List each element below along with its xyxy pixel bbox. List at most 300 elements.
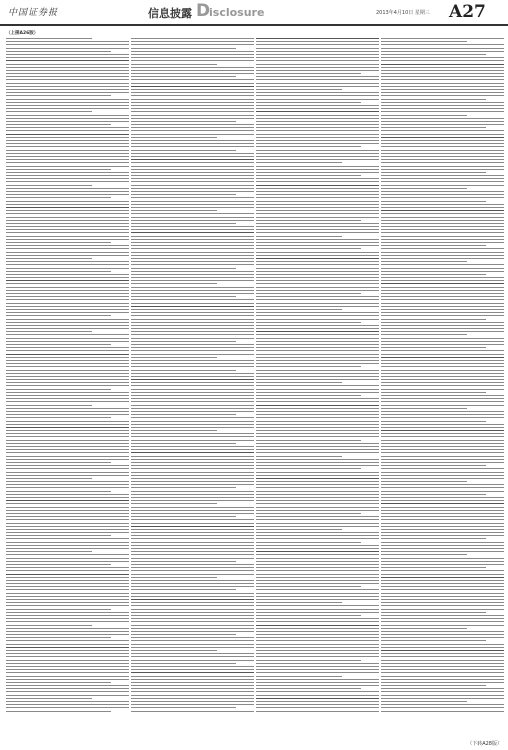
text-line — [381, 67, 504, 68]
text-line — [381, 44, 504, 45]
text-line — [6, 105, 129, 106]
text-line — [381, 223, 504, 224]
text-line — [6, 507, 129, 508]
text-line — [381, 682, 504, 683]
text-line — [131, 354, 254, 355]
text-line — [256, 204, 379, 205]
column-2-text — [131, 38, 254, 736]
text-line — [6, 554, 129, 555]
text-line — [131, 105, 254, 106]
text-line — [381, 197, 504, 198]
text-line — [131, 325, 254, 326]
text-line — [256, 347, 379, 348]
text-line — [131, 487, 236, 488]
text-line — [256, 478, 379, 479]
text-line — [256, 513, 361, 514]
text-line — [131, 134, 254, 135]
text-line — [6, 51, 111, 52]
text-line — [131, 220, 254, 221]
text-line — [6, 411, 129, 412]
text-line — [256, 124, 379, 125]
text-line — [256, 373, 379, 374]
text-line — [131, 660, 254, 661]
text-line — [131, 567, 254, 568]
text-line — [256, 500, 379, 501]
text-line — [6, 631, 129, 632]
text-line — [256, 319, 379, 320]
text-line — [6, 535, 111, 536]
text-line — [256, 462, 379, 463]
text-line — [381, 701, 467, 702]
text-line — [131, 679, 254, 680]
text-line — [381, 366, 504, 367]
text-line — [131, 637, 254, 638]
text-line — [131, 523, 254, 524]
text-line — [6, 503, 129, 504]
text-line — [6, 347, 129, 348]
text-line — [131, 181, 254, 182]
text-line — [256, 472, 379, 473]
text-line — [6, 586, 129, 587]
text-line — [131, 370, 236, 371]
text-line — [381, 545, 504, 546]
text-line — [6, 656, 129, 657]
text-line — [6, 296, 129, 297]
text-line — [256, 609, 379, 610]
text-line — [6, 252, 129, 253]
text-line — [381, 478, 504, 479]
text-line — [256, 150, 379, 151]
text-line — [131, 83, 254, 84]
masthead — [0, 0, 508, 26]
text-line — [256, 137, 379, 138]
text-line — [256, 491, 379, 492]
text-line — [381, 519, 504, 520]
text-line — [256, 443, 379, 444]
text-line — [381, 395, 504, 396]
text-line — [131, 532, 254, 533]
text-line — [131, 411, 254, 412]
text-line — [131, 153, 254, 154]
text-line — [6, 605, 129, 606]
text-line — [256, 306, 379, 307]
text-line — [6, 392, 129, 393]
text-line — [256, 143, 379, 144]
text-line — [131, 392, 254, 393]
text-line — [256, 631, 379, 632]
text-line — [256, 99, 379, 100]
text-line — [131, 143, 254, 144]
text-line — [6, 118, 129, 119]
text-line — [381, 280, 504, 281]
text-line — [131, 287, 254, 288]
text-line — [131, 500, 254, 501]
text-line — [6, 223, 129, 224]
text-line — [256, 341, 379, 342]
text-line — [256, 615, 361, 616]
text-line — [381, 376, 504, 377]
text-line — [256, 172, 379, 173]
text-line — [131, 462, 254, 463]
text-line — [256, 487, 379, 488]
text-line — [381, 54, 486, 55]
text-line — [381, 325, 504, 326]
section-title-english: isclosure — [209, 6, 265, 19]
text-line — [6, 261, 129, 262]
text-line — [381, 516, 504, 517]
text-line — [256, 130, 379, 131]
text-line — [381, 89, 504, 90]
text-line — [381, 698, 504, 699]
column-1-text — [6, 38, 129, 736]
text-line — [381, 115, 467, 116]
text-line — [131, 309, 254, 310]
text-line — [381, 213, 504, 214]
text-line — [256, 618, 379, 619]
text-line — [381, 417, 504, 418]
text-line — [6, 481, 129, 482]
text-line — [256, 338, 379, 339]
text-line — [256, 691, 379, 692]
text-line — [381, 70, 504, 71]
text-line — [6, 172, 129, 173]
text-line — [381, 558, 504, 559]
text-line — [131, 596, 254, 597]
text-line — [131, 605, 254, 606]
text-line — [256, 105, 379, 106]
text-line — [6, 290, 129, 291]
text-line — [256, 127, 379, 128]
text-line — [381, 105, 504, 106]
text-line — [256, 48, 379, 49]
text-line — [381, 232, 504, 233]
text-line — [256, 679, 379, 680]
text-line — [6, 306, 129, 307]
text-line — [381, 609, 504, 610]
text-line — [256, 640, 379, 641]
text-line — [131, 519, 254, 520]
text-line — [131, 236, 254, 237]
text-line — [256, 663, 379, 664]
text-line — [256, 86, 379, 87]
text-line — [131, 188, 254, 189]
text-line — [256, 79, 379, 80]
text-line — [381, 83, 504, 84]
text-line — [381, 605, 504, 606]
text-line — [256, 70, 379, 71]
text-line — [131, 296, 236, 297]
text-line — [131, 484, 254, 485]
text-line — [256, 628, 379, 629]
column-4 — [381, 30, 504, 736]
text-line — [381, 452, 504, 453]
text-line — [381, 370, 504, 371]
text-line — [381, 264, 504, 265]
text-line — [381, 312, 504, 313]
text-line — [256, 309, 342, 310]
text-line — [131, 401, 254, 402]
text-line — [131, 481, 254, 482]
text-line — [131, 609, 254, 610]
text-line — [6, 612, 129, 613]
text-line — [131, 121, 236, 122]
text-line — [256, 430, 379, 431]
text-line — [381, 178, 504, 179]
text-line — [131, 631, 254, 632]
text-line — [131, 178, 254, 179]
text-line — [256, 370, 379, 371]
text-line — [6, 628, 129, 629]
text-line — [381, 542, 504, 543]
text-line — [6, 191, 129, 192]
text-line — [131, 395, 254, 396]
text-line — [6, 640, 129, 641]
text-line — [6, 548, 129, 549]
text-line — [6, 405, 92, 406]
text-line — [6, 385, 129, 386]
text-line — [256, 303, 379, 304]
text-line — [256, 315, 379, 316]
text-line — [6, 401, 129, 402]
text-line — [131, 672, 254, 673]
text-line — [6, 567, 129, 568]
text-line — [256, 561, 379, 562]
text-line — [381, 239, 504, 240]
text-line — [256, 354, 379, 355]
text-line — [6, 102, 129, 103]
text-line — [131, 319, 254, 320]
text-line — [381, 341, 504, 342]
text-line — [6, 487, 129, 488]
text-line — [256, 95, 379, 96]
text-line — [6, 497, 129, 498]
text-line — [131, 478, 254, 479]
text-line — [256, 685, 379, 686]
text-line — [131, 644, 254, 645]
text-line — [6, 523, 129, 524]
text-line — [256, 529, 342, 530]
text-line — [256, 67, 379, 68]
text-line — [6, 338, 129, 339]
text-line — [256, 427, 379, 428]
text-line — [131, 306, 254, 307]
text-line — [131, 271, 254, 272]
text-line — [6, 283, 129, 284]
text-line — [381, 143, 504, 144]
text-line — [256, 456, 342, 457]
text-line — [381, 669, 504, 670]
text-line — [381, 647, 504, 648]
text-line — [6, 459, 129, 460]
text-line — [256, 181, 379, 182]
text-line — [131, 656, 254, 657]
text-line — [381, 338, 504, 339]
text-line — [256, 242, 379, 243]
text-line — [381, 481, 467, 482]
text-line — [381, 111, 504, 112]
text-line — [6, 64, 129, 65]
text-line — [381, 513, 504, 514]
issue-date: 2013年4月10日 星期三 — [376, 10, 430, 16]
text-line — [256, 551, 379, 552]
text-line — [381, 382, 504, 383]
text-line — [381, 150, 504, 151]
text-line — [256, 146, 361, 147]
text-line — [6, 599, 129, 600]
text-line — [131, 558, 254, 559]
text-line — [381, 529, 504, 530]
text-line — [256, 695, 379, 696]
text-line — [381, 637, 504, 638]
text-line — [256, 688, 361, 689]
text-line — [256, 64, 379, 65]
text-line — [6, 484, 129, 485]
text-line — [6, 500, 129, 501]
text-line — [131, 465, 254, 466]
text-line — [6, 354, 129, 355]
text-line — [381, 440, 504, 441]
text-line — [256, 360, 379, 361]
text-line — [6, 239, 129, 240]
text-line — [131, 51, 254, 52]
text-line — [131, 70, 254, 71]
text-line — [256, 153, 379, 154]
text-line — [6, 395, 129, 396]
text-line — [256, 197, 379, 198]
text-line — [256, 516, 379, 517]
text-line — [381, 446, 504, 447]
text-line — [381, 204, 504, 205]
text-line — [381, 385, 504, 386]
text-line — [131, 111, 254, 112]
text-line — [381, 526, 504, 527]
text-line — [131, 44, 254, 45]
text-line — [6, 647, 129, 648]
text-line — [381, 691, 504, 692]
text-line — [256, 440, 361, 441]
text-line — [131, 577, 217, 578]
text-line — [6, 236, 129, 237]
text-line — [381, 462, 504, 463]
text-line — [6, 334, 129, 335]
text-line — [131, 175, 254, 176]
text-line — [6, 185, 92, 186]
text-line — [131, 312, 254, 313]
text-line — [6, 625, 92, 626]
text-line — [131, 124, 254, 125]
text-line — [131, 424, 254, 425]
text-line — [6, 303, 129, 304]
text-line — [381, 574, 504, 575]
text-line — [256, 389, 379, 390]
text-line — [6, 542, 129, 543]
text-line — [381, 436, 504, 437]
text-line — [6, 529, 129, 530]
text-line — [381, 162, 504, 163]
text-line — [381, 102, 504, 103]
text-line — [131, 408, 254, 409]
text-line — [256, 115, 379, 116]
text-line — [381, 124, 504, 125]
text-line — [381, 299, 504, 300]
text-line — [381, 411, 504, 412]
text-line — [6, 695, 129, 696]
text-line — [256, 290, 379, 291]
text-line — [256, 223, 379, 224]
text-line — [381, 99, 486, 100]
text-line — [381, 554, 467, 555]
text-line — [256, 602, 342, 603]
text-line — [131, 475, 254, 476]
text-line — [256, 325, 379, 326]
text-line — [131, 456, 254, 457]
text-line — [131, 360, 254, 361]
text-line — [131, 223, 236, 224]
text-line — [6, 341, 129, 342]
text-line — [6, 545, 129, 546]
text-line — [6, 194, 129, 195]
text-line — [131, 602, 254, 603]
text-line — [6, 89, 129, 90]
text-line — [381, 363, 504, 364]
text-line — [381, 688, 504, 689]
text-line — [256, 213, 379, 214]
text-line — [6, 134, 129, 135]
text-line — [381, 201, 486, 202]
text-line — [256, 60, 379, 61]
text-line — [381, 634, 504, 635]
text-line — [6, 99, 129, 100]
text-line — [381, 140, 504, 141]
text-line — [381, 443, 504, 444]
text-line — [131, 232, 254, 233]
text-line — [6, 433, 129, 434]
text-line — [381, 564, 504, 565]
text-line — [6, 277, 129, 278]
text-line — [131, 376, 254, 377]
text-line — [6, 220, 129, 221]
text-line — [6, 41, 129, 42]
text-line — [381, 704, 504, 705]
text-line — [381, 577, 504, 578]
text-line — [6, 344, 111, 345]
text-line — [6, 564, 111, 565]
text-line — [131, 427, 254, 428]
text-line — [381, 487, 504, 488]
text-line — [131, 140, 254, 141]
text-line — [256, 656, 379, 657]
text-line — [6, 271, 111, 272]
text-line — [6, 449, 129, 450]
text-line — [131, 414, 236, 415]
text-line — [381, 599, 504, 600]
text-line — [131, 446, 254, 447]
text-line — [131, 363, 254, 364]
text-line — [131, 366, 254, 367]
text-line — [256, 538, 379, 539]
text-line — [381, 159, 504, 160]
text-line — [256, 583, 379, 584]
text-line — [381, 191, 504, 192]
text-line — [6, 621, 129, 622]
text-line — [6, 178, 129, 179]
text-line — [6, 376, 129, 377]
text-line — [381, 344, 504, 345]
text-line — [131, 357, 217, 358]
text-line — [131, 331, 254, 332]
text-line — [381, 322, 504, 323]
text-line — [381, 303, 504, 304]
